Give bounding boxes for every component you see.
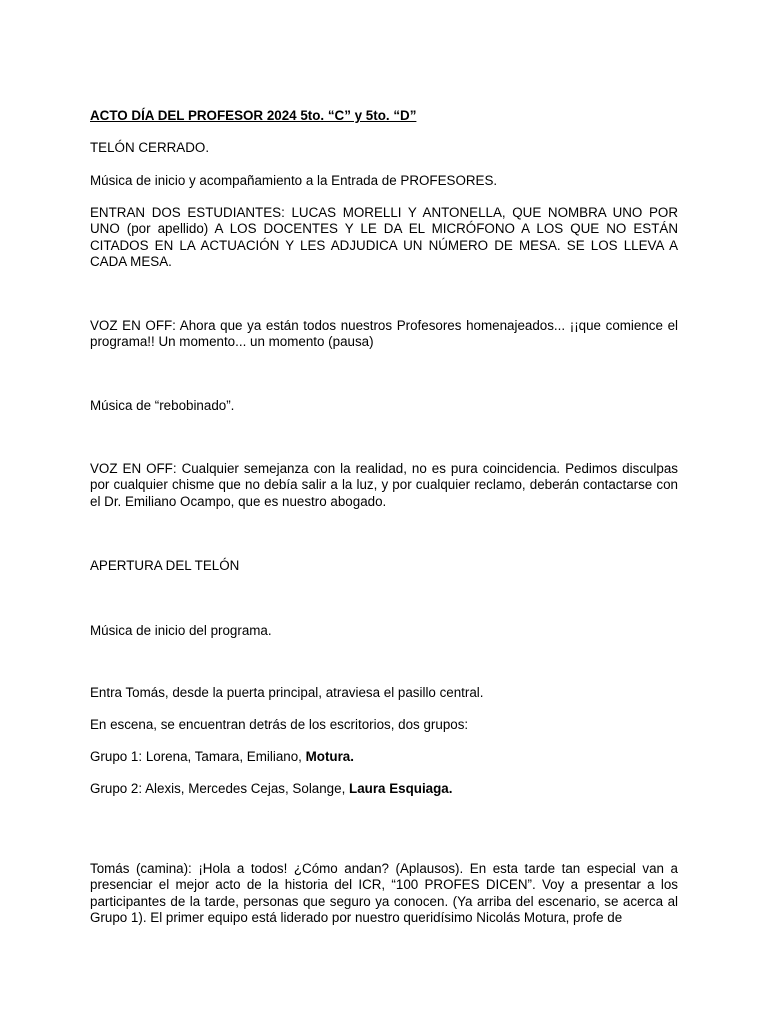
document-title: ACTO DÍA DEL PROFESOR 2024 5to. “C” y 5to. “D” [90, 108, 417, 123]
paragraph-entran-estudiantes: ENTRAN DOS ESTUDIANTES: LUCAS MORELLI Y ANTONELLA, QUE NOMBRA UNO POR UNO (por apellido) A LOS DOCENTES Y LE DA EL MICRÓFONO A LOS QUE NO ESTÁN CITADOS EN LA ACTUACIÓN Y LES ADJUDICA UN NÚMERO DE MESA. SE LOS LLEVA A CADA MESA. [90, 205, 678, 269]
paragraph-tomas-camina: Tomás (camina): ¡Hola a todos! ¿Cómo andan? (Aplausos). En esta tarde tan especial van a presenciar el mejor acto de la historia del ICR, “100 PROFES DICEN”. Voy a presentar a los participantes de la tarde, personas que seguro ya conocen. (Ya arriba del escenario, se acerca al Grupo 1). El primer equipo está liderado por nuestro queridísimo Nicolás Motura, profe de [90, 861, 678, 925]
paragraph-en-escena: En escena, se encuentran detrás de los escritorios, dos grupos: [90, 717, 469, 732]
paragraph-grupo-1 [90, 749, 678, 765]
grupo-2-leader: Laura Esquiaga. [349, 781, 453, 796]
paragraph-telon-cerrado: TELÓN CERRADO. [90, 140, 210, 155]
paragraph-entra-tomas: Entra Tomás, desde la puerta principal, atraviesa el pasillo central. [90, 685, 484, 700]
paragraph-apertura-telon: APERTURA DEL TELÓN [90, 558, 240, 573]
paragraph-voz-en-off-1: VOZ EN OFF: Ahora que ya están todos nuestros Profesores homenajeados... ¡¡que comience el programa!! Un momento... un momento (pausa) [90, 318, 678, 350]
grupo-1-leader: Motura. [305, 749, 354, 764]
paragraph-musica-rebobinado: Música de “rebobinado”. [90, 398, 235, 413]
paragraph-musica-inicio: Música de inicio y acompañamiento a la Entrada de PROFESORES. [90, 173, 498, 188]
grupo-1-members: Grupo 1: Lorena, Tamara, Emiliano, [90, 749, 306, 764]
paragraph-musica-programa: Música de inicio del programa. [90, 623, 272, 638]
grupo-2-members: Grupo 2: Alexis, Mercedes Cejas, Solange, [90, 781, 350, 796]
paragraph-grupo-2 [90, 781, 678, 797]
paragraph-voz-en-off-2: VOZ EN OFF: Cualquier semejanza con la realidad, no es pura coincidencia. Pedimos disculpas por cualquier chisme que no debía salir a la luz, y por cualquier reclamo, deberán contactarse con el Dr. Emiliano Ocampo, que es nuestro abogado. [90, 461, 678, 509]
